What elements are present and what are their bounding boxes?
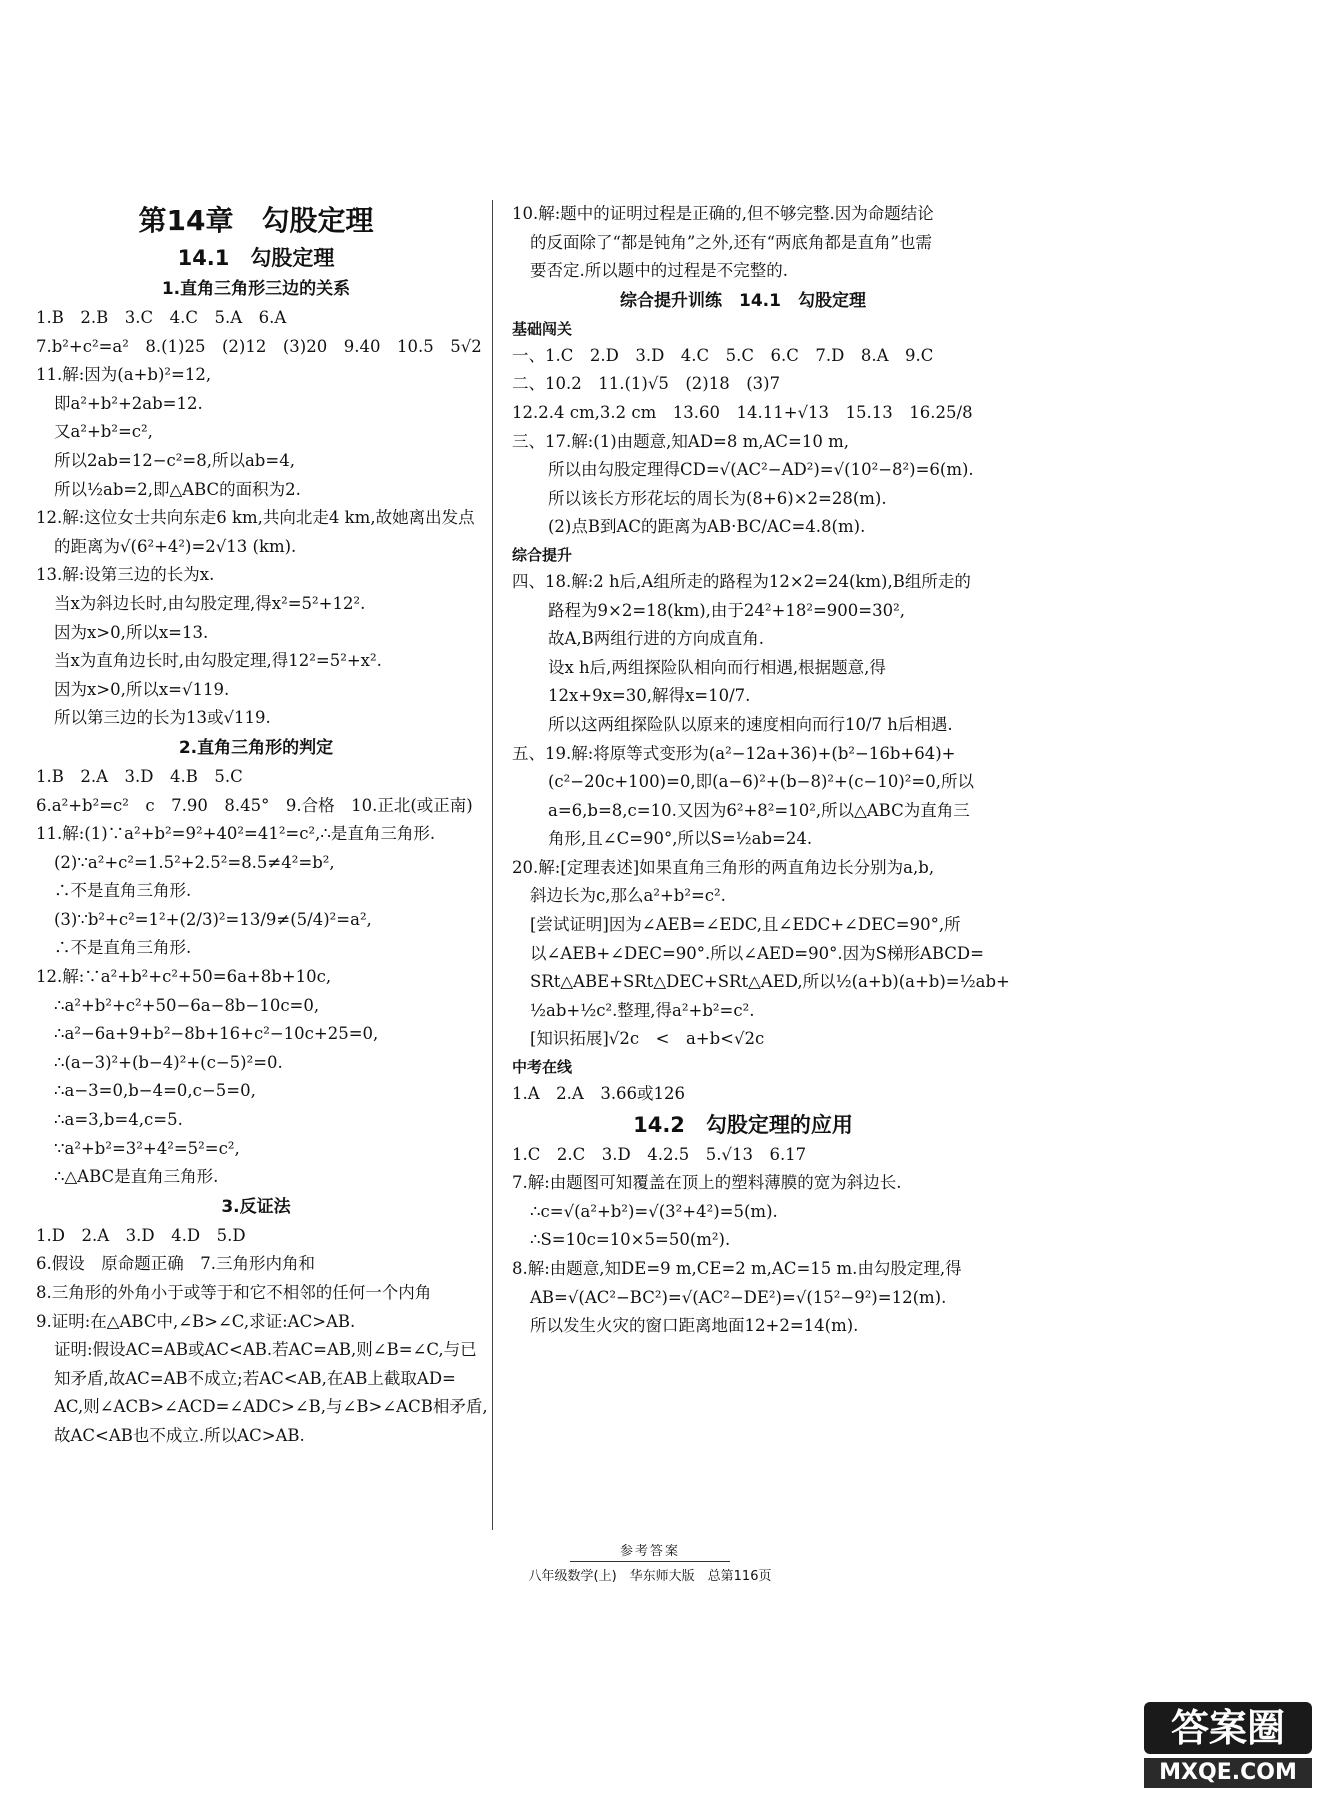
answer-line: 9.证明:在△ABC中,∠B>∠C,求证:AC>AB. <box>36 1311 356 1331</box>
basic-label: 基础闯关 <box>512 319 573 338</box>
training-title: 综合提升训练 14.1 勾股定理 <box>620 290 866 311</box>
answer-line: (2)点B到AC的距离为AB·BC/AC=4.8(m). <box>548 517 866 537</box>
answer-line: 知矛盾,故AC=AB不成立;若AC<AB,在AB上截取AD= <box>54 1368 456 1388</box>
answer-line: ∴S=10c=10×5=50(m²). <box>530 1230 731 1250</box>
answer-line: ∴△ABC是直角三角形. <box>54 1167 219 1187</box>
answer-line: ∴a−3=0,b−4=0,c−5=0, <box>54 1081 256 1101</box>
answer-line: 20.解:[定理表述]如果直角三角形的两直角边长分别为a,b, <box>512 857 935 877</box>
answer-line: 一、1.C 2.D 3.D 4.C 5.C 6.C 7.D 8.A 9.C <box>512 345 934 365</box>
answer-line: 10.解:题中的证明过程是正确的,但不够完整.因为命题结论 <box>512 204 934 223</box>
answer-line: 所以发生火灾的窗口距离地面12+2=14(m). <box>530 1316 859 1336</box>
section-title-14-1: 14.1 勾股定理 <box>177 246 335 270</box>
answer-line: ∴a²+b²+c²+50−6a−8b−10c=0, <box>54 995 320 1015</box>
answer-line: 12x+9x=30,解得x=10/7. <box>548 686 751 706</box>
answer-line: ∴a=3,b=4,c=5. <box>54 1110 183 1130</box>
answer-line: 11.解:(1)∵a²+b²=9²+40²=41²=c²,∴是直角三角形. <box>36 824 436 844</box>
answer-line: 1.B 2.B 3.C 4.C 5.A 6.A <box>36 308 287 327</box>
subsection-title-1: 1.直角三角形三边的关系 <box>161 279 351 299</box>
footer-title: 参考答案 <box>570 1540 730 1562</box>
answer-line: 11.解:因为(a+b)²=12, <box>36 365 212 385</box>
column-divider <box>492 200 493 1530</box>
section-title-14-2: 14.2 勾股定理的应用 <box>633 1112 853 1137</box>
answer-line: 12.解:∵a²+b²+c²+50=6a+8b+10c, <box>36 967 332 987</box>
answer-line: 三、17.解:(1)由题意,知AD=8 m,AC=10 m, <box>512 431 850 451</box>
watermark-url: MXQE.COM <box>1144 1758 1312 1788</box>
answer-line: 12.解:这位女士共向东走6 km,共向北走4 km,故她离出发点 <box>36 508 475 528</box>
answer-line: 所以这两组探险队以原来的速度相向而行10/7 h后相遇. <box>548 714 953 734</box>
answer-line: ½ab+½c².整理,得a²+b²=c². <box>530 1000 755 1020</box>
footer-info: 八年级数学(上) 华东师大版 总第116页 <box>528 1569 772 1584</box>
answer-line: 1.A 2.A 3.66或126 <box>512 1084 686 1104</box>
answer-line: 五、19.解:将原等式变形为(a²−12a+36)+(b²−16b+64)+ <box>512 743 956 763</box>
subsection-title-3: 3.反证法 <box>221 1196 291 1217</box>
answer-line: AC,则∠ACB>∠ACD=∠ADC>∠B,与∠B>∠ACB相矛盾, <box>54 1397 488 1417</box>
answer-line: ∴不是直角三角形. <box>54 881 192 901</box>
answer-line: 6.假设 原命题正确 7.三角形内角和 <box>36 1254 315 1274</box>
answer-line: (2)∵a²+c²=1.5²+2.5²=8.5≠4²=b², <box>54 852 335 872</box>
exam-label: 中考在线 <box>512 1058 573 1077</box>
answer-line: ∴a²−6a+9+b²−8b+16+c²−10c+25=0, <box>54 1024 379 1044</box>
left-column <box>36 200 488 1451</box>
section-14-2-answers <box>512 1141 974 1341</box>
right-column <box>512 200 1010 1341</box>
answer-line: 证明:假设AC=AB或AC<AB.若AC=AB,则∠B=∠C,与已 <box>54 1340 477 1360</box>
answer-line: 的反面除了“都是钝角”之外,还有“两底角都是直角”也需 <box>530 232 932 252</box>
answer-line: a=6,b=8,c=10.又因为6²+8²=10²,所以△ABC为直角三 <box>548 800 970 820</box>
answer-line: 设x h后,两组探险队相向而行相遇,根据题意,得 <box>548 657 886 677</box>
answer-line: (3)∵b²+c²=1²+(2/3)²=13/9≠(5/4)²=a², <box>54 909 372 929</box>
answer-line: 又a²+b²=c², <box>54 422 153 442</box>
answer-line: 1.C 2.C 3.D 4.2.5 5.√13 6.17 <box>512 1144 807 1164</box>
answer-line: 所以2ab=12−c²=8,所以ab=4, <box>54 450 295 470</box>
answer-line: 因为x>0,所以x=√119. <box>54 679 230 699</box>
exam-answers <box>512 1080 974 1109</box>
answer-line: 所以由勾股定理得CD=√(AC²−AD²)=√(10²−8²)=6(m). <box>548 460 974 480</box>
answer-line: 1.B 2.A 3.D 4.B 5.C <box>36 766 243 786</box>
answer-line: 所以该长方形花坛的周长为(8+6)×2=28(m). <box>548 488 887 508</box>
answer-line: 当x为直角边长时,由勾股定理,得12²=5²+x². <box>54 651 382 671</box>
subsection-1-answers <box>36 304 482 733</box>
answer-line: [尝试证明]因为∠AEB=∠EDC,且∠EDC+∠DEC=90°,所 <box>530 915 961 935</box>
answer-line: 的距离为√(6²+4²)=2√13 (km). <box>54 536 297 556</box>
answer-line: 所以第三边的长为13或√119. <box>54 708 271 728</box>
advance-answers <box>512 568 1010 1054</box>
answer-line: ∵a²+b²=3²+4²=5²=c², <box>54 1138 240 1158</box>
answer-line: 12.2.4 cm,3.2 cm 13.60 14.11+√13 15.13 16.25/8 <box>512 402 973 422</box>
answer-line: 以∠AEB+∠DEC=90°.所以∠AED=90°.因为S梯形ABCD= <box>530 943 984 963</box>
answer-line: ∴c=√(a²+b²)=√(3²+4²)=5(m). <box>530 1201 778 1221</box>
advance-label: 综合提升 <box>512 545 573 564</box>
answer-line: ∴(a−3)²+(b−4)²+(c−5)²=0. <box>54 1052 283 1072</box>
answer-line: 13.解:设第三边的长为x. <box>36 565 215 585</box>
watermark-logo <box>1140 1700 1316 1792</box>
answer-line: 路程为9×2=18(km),由于24²+18²=900=30², <box>548 600 905 620</box>
answer-line: AB=√(AC²−BC²)=√(AC²−DE²)=√(15²−9²)=12(m). <box>530 1287 947 1307</box>
answer-line: 8.三角形的外角小于或等于和它不相邻的任何一个内角 <box>36 1283 432 1302</box>
chapter-title: 第14章 勾股定理 <box>138 204 374 237</box>
answer-line: 当x为斜边长时,由勾股定理,得x²=5²+12². <box>54 593 366 613</box>
answer-line: 所以½ab=2,即△ABC的面积为2. <box>54 479 301 499</box>
subsection-2-answers <box>36 763 476 1192</box>
answer-line: 6.a²+b²=c² c 7.90 8.45° 9.合格 10.正北(或正南) <box>36 795 473 815</box>
answer-line: 四、18.解:2 h后,A组所走的路程为12×2=24(km),B组所走的 <box>512 571 971 591</box>
answer-line: 即a²+b²+2ab=12. <box>54 393 203 413</box>
question-10-answer <box>512 200 974 286</box>
page-footer <box>450 1540 850 1584</box>
watermark-icon: 答案圈 <box>1144 1702 1312 1754</box>
answer-line: 角形,且∠C=90°,所以S=½ab=24. <box>548 829 813 849</box>
answer-line: 斜边长为c,那么a²+b²=c². <box>530 886 726 906</box>
answer-line: 因为x>0,所以x=13. <box>54 622 209 642</box>
answer-line: ∴不是直角三角形. <box>54 938 192 958</box>
answer-line: 故A,B两组行进的方向成直角. <box>548 629 765 649</box>
answer-line: [知识拓展]√2c < a+b<√2c <box>530 1029 765 1049</box>
subsection-title-2: 2.直角三角形的判定 <box>178 737 334 758</box>
answer-line: 1.D 2.A 3.D 4.D 5.D <box>36 1225 246 1245</box>
answer-line: 二、10.2 11.(1)√5 (2)18 (3)7 <box>512 374 781 394</box>
answer-line: (c²−20c+100)=0,即(a−6)²+(b−8)²+(c−10)²=0,所以 <box>548 772 974 792</box>
answer-line: 要否定.所以题中的过程是不完整的. <box>530 261 788 281</box>
answer-line: 7.解:由题图可知覆盖在顶上的塑料薄膜的宽为斜边长. <box>512 1173 902 1193</box>
basic-answers <box>512 342 974 542</box>
answer-line: 故AC<AB也不成立.所以AC>AB. <box>54 1425 305 1445</box>
answer-line: 8.解:由题意,知DE=9 m,CE=2 m,AC=15 m.由勾股定理,得 <box>512 1259 962 1278</box>
subsection-3-answers <box>36 1222 488 1451</box>
answer-line: SRt△ABE+SRt△DEC+SRt△AED,所以½(a+b)(a+b)=½ab+ <box>530 972 1010 992</box>
answer-line: 7.b²+c²=a² 8.(1)25 (2)12 (3)20 9.40 10.5 5√2 <box>36 336 482 356</box>
